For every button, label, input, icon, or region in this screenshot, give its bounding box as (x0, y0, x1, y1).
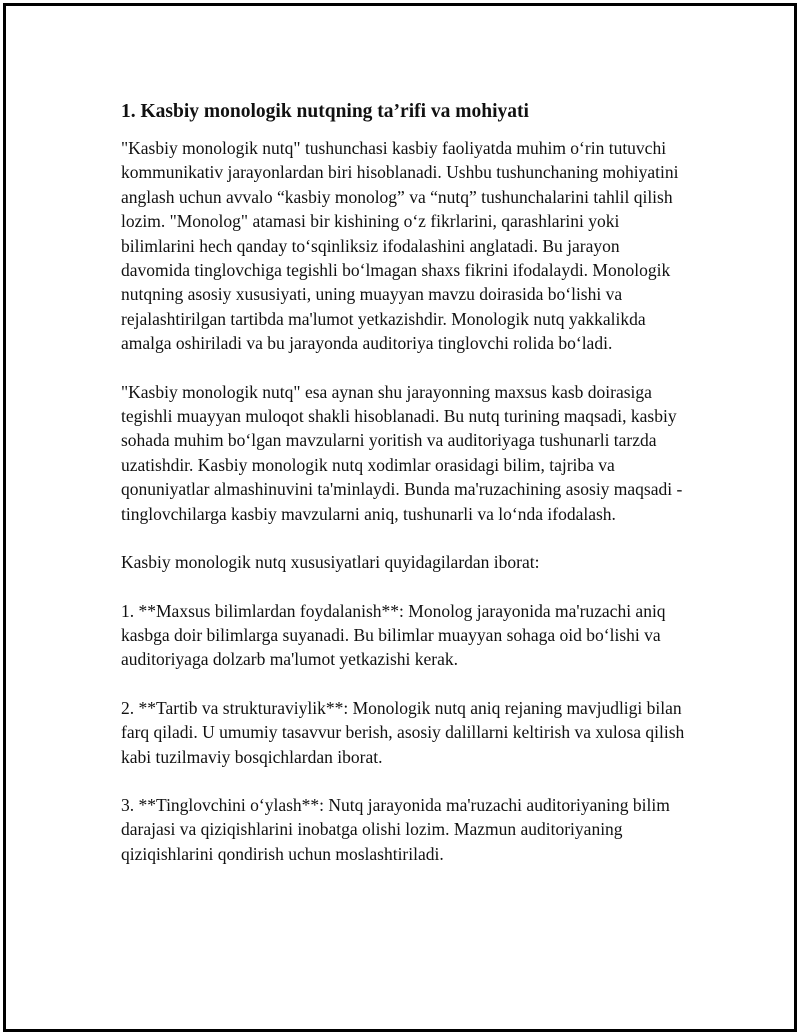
document-page (3, 3, 797, 1032)
list-item-special-knowledge: 1. **Maxsus bilimlardan foydalanish**: Monolog jarayonida ma'ruzachi aniq kasbga doir bilimlarga suyanadi. Bu bilimlar muayyan sohaga oid bo‘lishi va auditoriyaga dolzarb ma'lumot yetkazishi kerak. (121, 600, 666, 670)
paragraph-features-intro: Kasbiy monologik nutq xususiyatlari quyidagilardan iborat: (121, 552, 540, 573)
list-item-audience: 3. **Tinglovchini o‘ylash**: Nutq jarayonida ma'ruzachi auditoriyaning bilim darajasi va qiziqishlarini inobatga olishi lozim. Mazmun auditoriyaning qiziqishlarini qondirish uchun moslashtiriladi. (121, 794, 670, 864)
section-heading: 1. Kasbiy monologik nutqning ta’rifi va mohiyati (121, 101, 529, 122)
list-item-structure: 2. **Tartib va strukturaviylik**: Monologik nutq aniq rejaning mavjudligi bilan farq qiladi. U umumiy tasavvur berish, asosiy dalillarni keltirish va xulosa qilish kabi tuzilmaviy bosqichlardan iborat. (121, 697, 685, 767)
paragraph-definition: "Kasbiy monologik nutq" tushunchasi kasbiy faoliyatda muhim o‘rin tutuvchi kommunikativ jarayonlardan biri hisoblanadi. Ushbu tushunchaning mohiyatini anglash uchun avvalo “kasbiy monolog” va “nutq” tushunchalarini tahlil qilish lozim. "Monolog" atamasi bir kishining o‘z fikrlarini, qarashlarini yoki bilimlarini hech qanday to‘sqinliksiz ifodalashini anglatadi. Bu jarayon davomida tinglovchiga tegishli bo‘lmagan shaxs fikrini ifodalaydi. Monologik nutqning asosiy xususiyati, uning muayyan mavzu doirasida bo‘lishi va rejalashtirilgan tartibda ma'lumot yetkazishdir. Monologik nutq yakkalikda amalga oshiriladi va bu jarayonda auditoriya tinglovchi rolida bo‘ladi. (121, 138, 679, 354)
paragraph-professional-speech: "Kasbiy monologik nutq" esa aynan shu jarayonning maxsus kasb doirasiga tegishli muayyan muloqot shakli hisoblanadi. Bu nutq turining maqsadi, kasbiy sohada muhim bo‘lgan mavzularni yoritish va auditoriyaga tushunarli tarzda uzatishdir. Kasbiy monologik nutq xodimlar orasidagi bilim, tajriba va qonuniyatlar almashinuvini ta'minlaydi. Bunda ma'ruzachining asosiy maqsadi - tinglovchilarga kasbiy mavzularni aniq, tushunarli va lo‘nda ifodalash. (121, 381, 683, 524)
document-body (121, 98, 691, 890)
